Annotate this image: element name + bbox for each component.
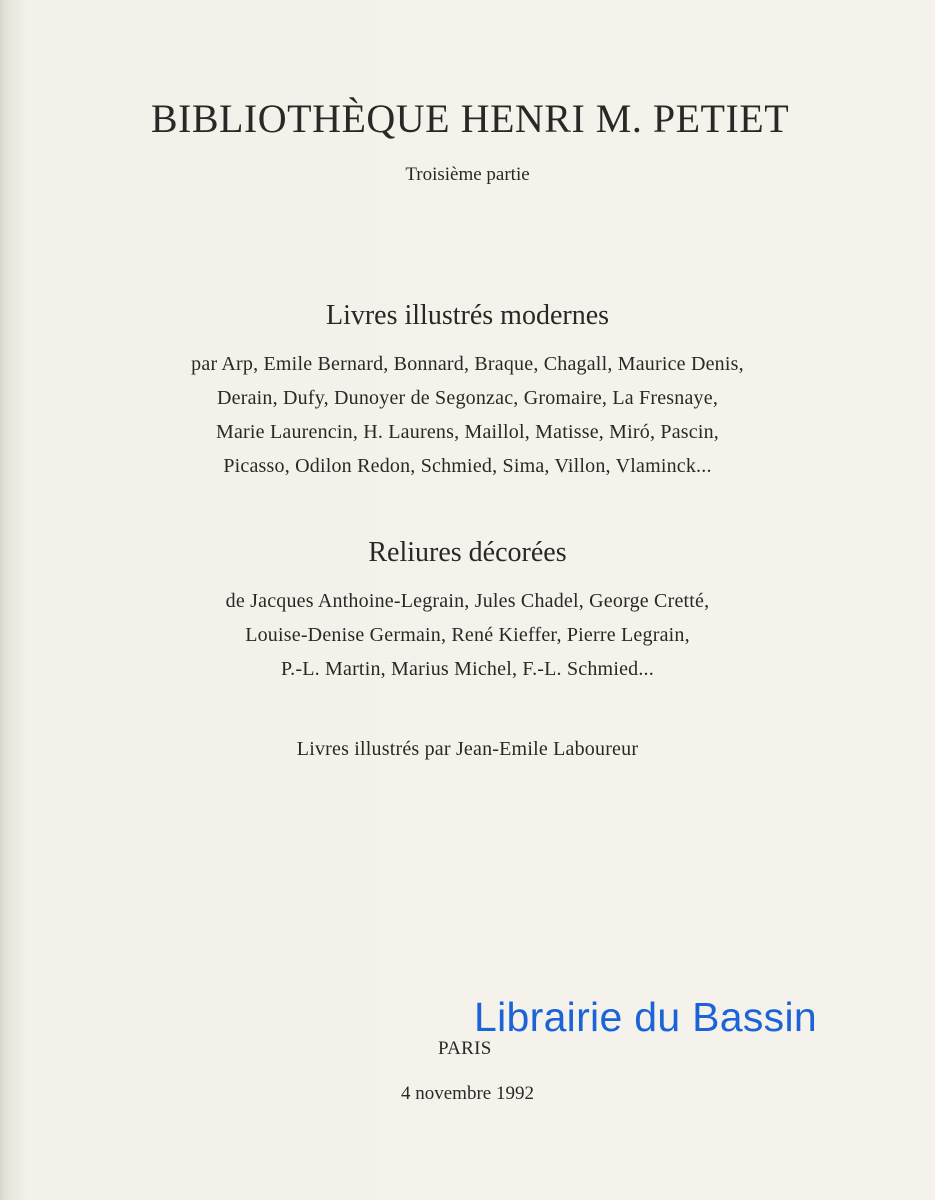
binder-list-line: de Jacques Anthoine-Legrain, Jules Chadel, George Cretté, [225,590,710,612]
page-subtitle: Troisième partie [405,164,530,185]
artist-list-line: Marie Laurencin, H. Laurens, Maillol, Matisse, Miró, Pascin, [216,421,719,443]
artist-list-line: par Arp, Emile Bernard, Bonnard, Braque, Chagall, Maurice Denis, [191,353,744,375]
artist-list-line: Picasso, Odilon Redon, Schmied, Sima, Villon, Vlaminck... [223,455,712,477]
binder-list-line: Louise-Denise Germain, René Kieffer, Pierre Legrain, [245,624,690,646]
artist-list-line: Derain, Dufy, Dunoyer de Segonzac, Gromaire, La Fresnaye, [216,387,719,409]
binder-list-line: P.-L. Martin, Marius Michel, F.-L. Schmied... [281,658,654,680]
bookseller-watermark: Librairie du Bassin [474,994,817,1040]
section-heading-bindings: Reliures décorées [368,537,567,568]
page-title: BIBLIOTHÈQUE HENRI M. PETIET [150,96,790,141]
publication-city: PARIS [438,1038,492,1059]
laboureur-books-line: Livres illustrés par Jean-Emile Laboureur [296,738,639,760]
publication-date: 4 novembre 1992 [401,1083,534,1104]
section-heading-illustrated-books: Livres illustrés modernes [325,300,610,331]
